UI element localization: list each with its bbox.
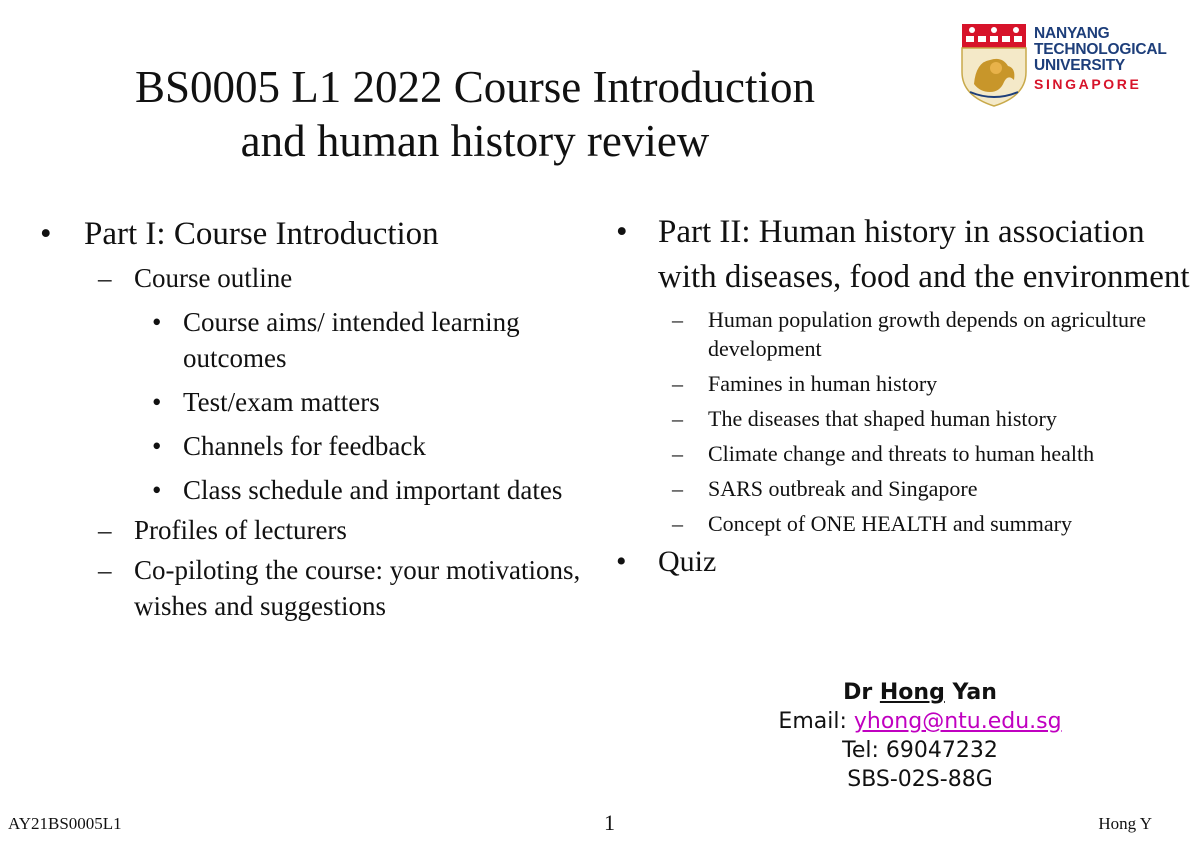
part2-sub-text: SARS outbreak and Singapore xyxy=(708,476,978,501)
part2-sub-item xyxy=(612,404,1192,433)
email-line xyxy=(720,707,1120,736)
part2-sub-text: Concept of ONE HEALTH and summary xyxy=(708,511,1072,536)
footer-page-number: 1 xyxy=(604,810,615,835)
dash: – xyxy=(672,406,683,431)
part2-sub-item xyxy=(612,305,1192,363)
dash: – xyxy=(672,441,683,466)
email-label: Email: xyxy=(778,709,854,734)
part2-text: Part II: Human history in association with diseases, food and the environment xyxy=(658,214,1190,295)
sub-bullet: • xyxy=(152,307,162,337)
part2-sub-text: Famines in human history xyxy=(708,371,938,396)
profiles-text: Profiles of lecturers xyxy=(134,515,347,545)
slide-title xyxy=(60,60,890,168)
copilot-item xyxy=(32,552,602,624)
email-link[interactable]: yhong@ntu.edu.sg xyxy=(853,709,1062,734)
part2-sub-item xyxy=(612,474,1192,503)
footer-author: Hong Y xyxy=(1098,814,1152,833)
dash: – xyxy=(672,511,683,536)
profiles-item xyxy=(32,512,602,548)
logo-line2: TECHNOLOGICAL xyxy=(1034,41,1167,58)
part1-text: Part I: Course Introduction xyxy=(84,216,439,252)
bullet: • xyxy=(616,214,628,250)
dash: – xyxy=(672,476,683,501)
outline-sub-text: Course aims/ intended learning outcomes xyxy=(183,307,520,373)
bullet: • xyxy=(616,545,627,578)
part2-item xyxy=(612,210,1192,299)
logo-line3: UNIVERSITY xyxy=(1034,57,1126,74)
outline-sub-text: Test/exam matters xyxy=(183,387,380,417)
sub-bullet: • xyxy=(152,431,162,461)
copilot-text: Co-piloting the course: your motivations, wishes and suggestions xyxy=(134,555,581,621)
part2-sub-text: The diseases that shaped human history xyxy=(708,406,1057,431)
office-line: SBS-02S-88G xyxy=(847,767,993,792)
lecturer-name xyxy=(720,678,1120,707)
dash: – xyxy=(672,307,683,332)
quiz-item xyxy=(612,544,1192,580)
contact-block xyxy=(720,678,1120,794)
outline-text: Course outline xyxy=(134,263,293,293)
part2-sub-item xyxy=(612,369,1192,398)
ntu-logo xyxy=(960,22,1192,108)
name-prefix: Dr xyxy=(843,680,880,705)
logo-line4: SINGAPORE xyxy=(1034,76,1142,92)
dash: – xyxy=(98,263,112,293)
name-underlined: Hong xyxy=(879,680,945,705)
tel-line: Tel: 69047232 xyxy=(842,738,998,763)
dash: – xyxy=(672,371,683,396)
outline-sub-item xyxy=(32,384,602,420)
sub-bullet: • xyxy=(152,475,162,505)
outline-sub-text: Channels for feedback xyxy=(183,431,426,461)
dash: – xyxy=(98,515,112,545)
part2-sub-item xyxy=(612,439,1192,468)
part1-item xyxy=(32,212,602,256)
part2-sub-text: Climate change and threats to human health xyxy=(708,441,1095,466)
left-column xyxy=(32,212,602,624)
outline-sub-item xyxy=(32,472,602,508)
dash: – xyxy=(98,555,112,585)
quiz-text: Quiz xyxy=(658,545,717,578)
bullet: • xyxy=(40,216,52,252)
ntu-crest-icon xyxy=(960,22,1028,108)
slide-title-line1: BS0005 L1 2022 Course Introduction xyxy=(135,62,815,112)
part2-sub-text: Human population growth depends on agriculture development xyxy=(708,307,1147,361)
slide-title-line2: and human history review xyxy=(240,116,710,166)
outline-item xyxy=(32,260,602,296)
outline-sub-item xyxy=(32,304,602,376)
name-suffix: Yan xyxy=(944,680,997,705)
sub-bullet: • xyxy=(152,387,162,417)
footer-course-code: AY21BS0005L1 xyxy=(8,814,122,833)
right-column xyxy=(612,210,1192,580)
logo-line1: NANYANG xyxy=(1034,25,1110,42)
outline-sub-item xyxy=(32,428,602,464)
part2-sub-item xyxy=(612,509,1192,538)
outline-sub-text: Class schedule and important dates xyxy=(183,475,563,505)
